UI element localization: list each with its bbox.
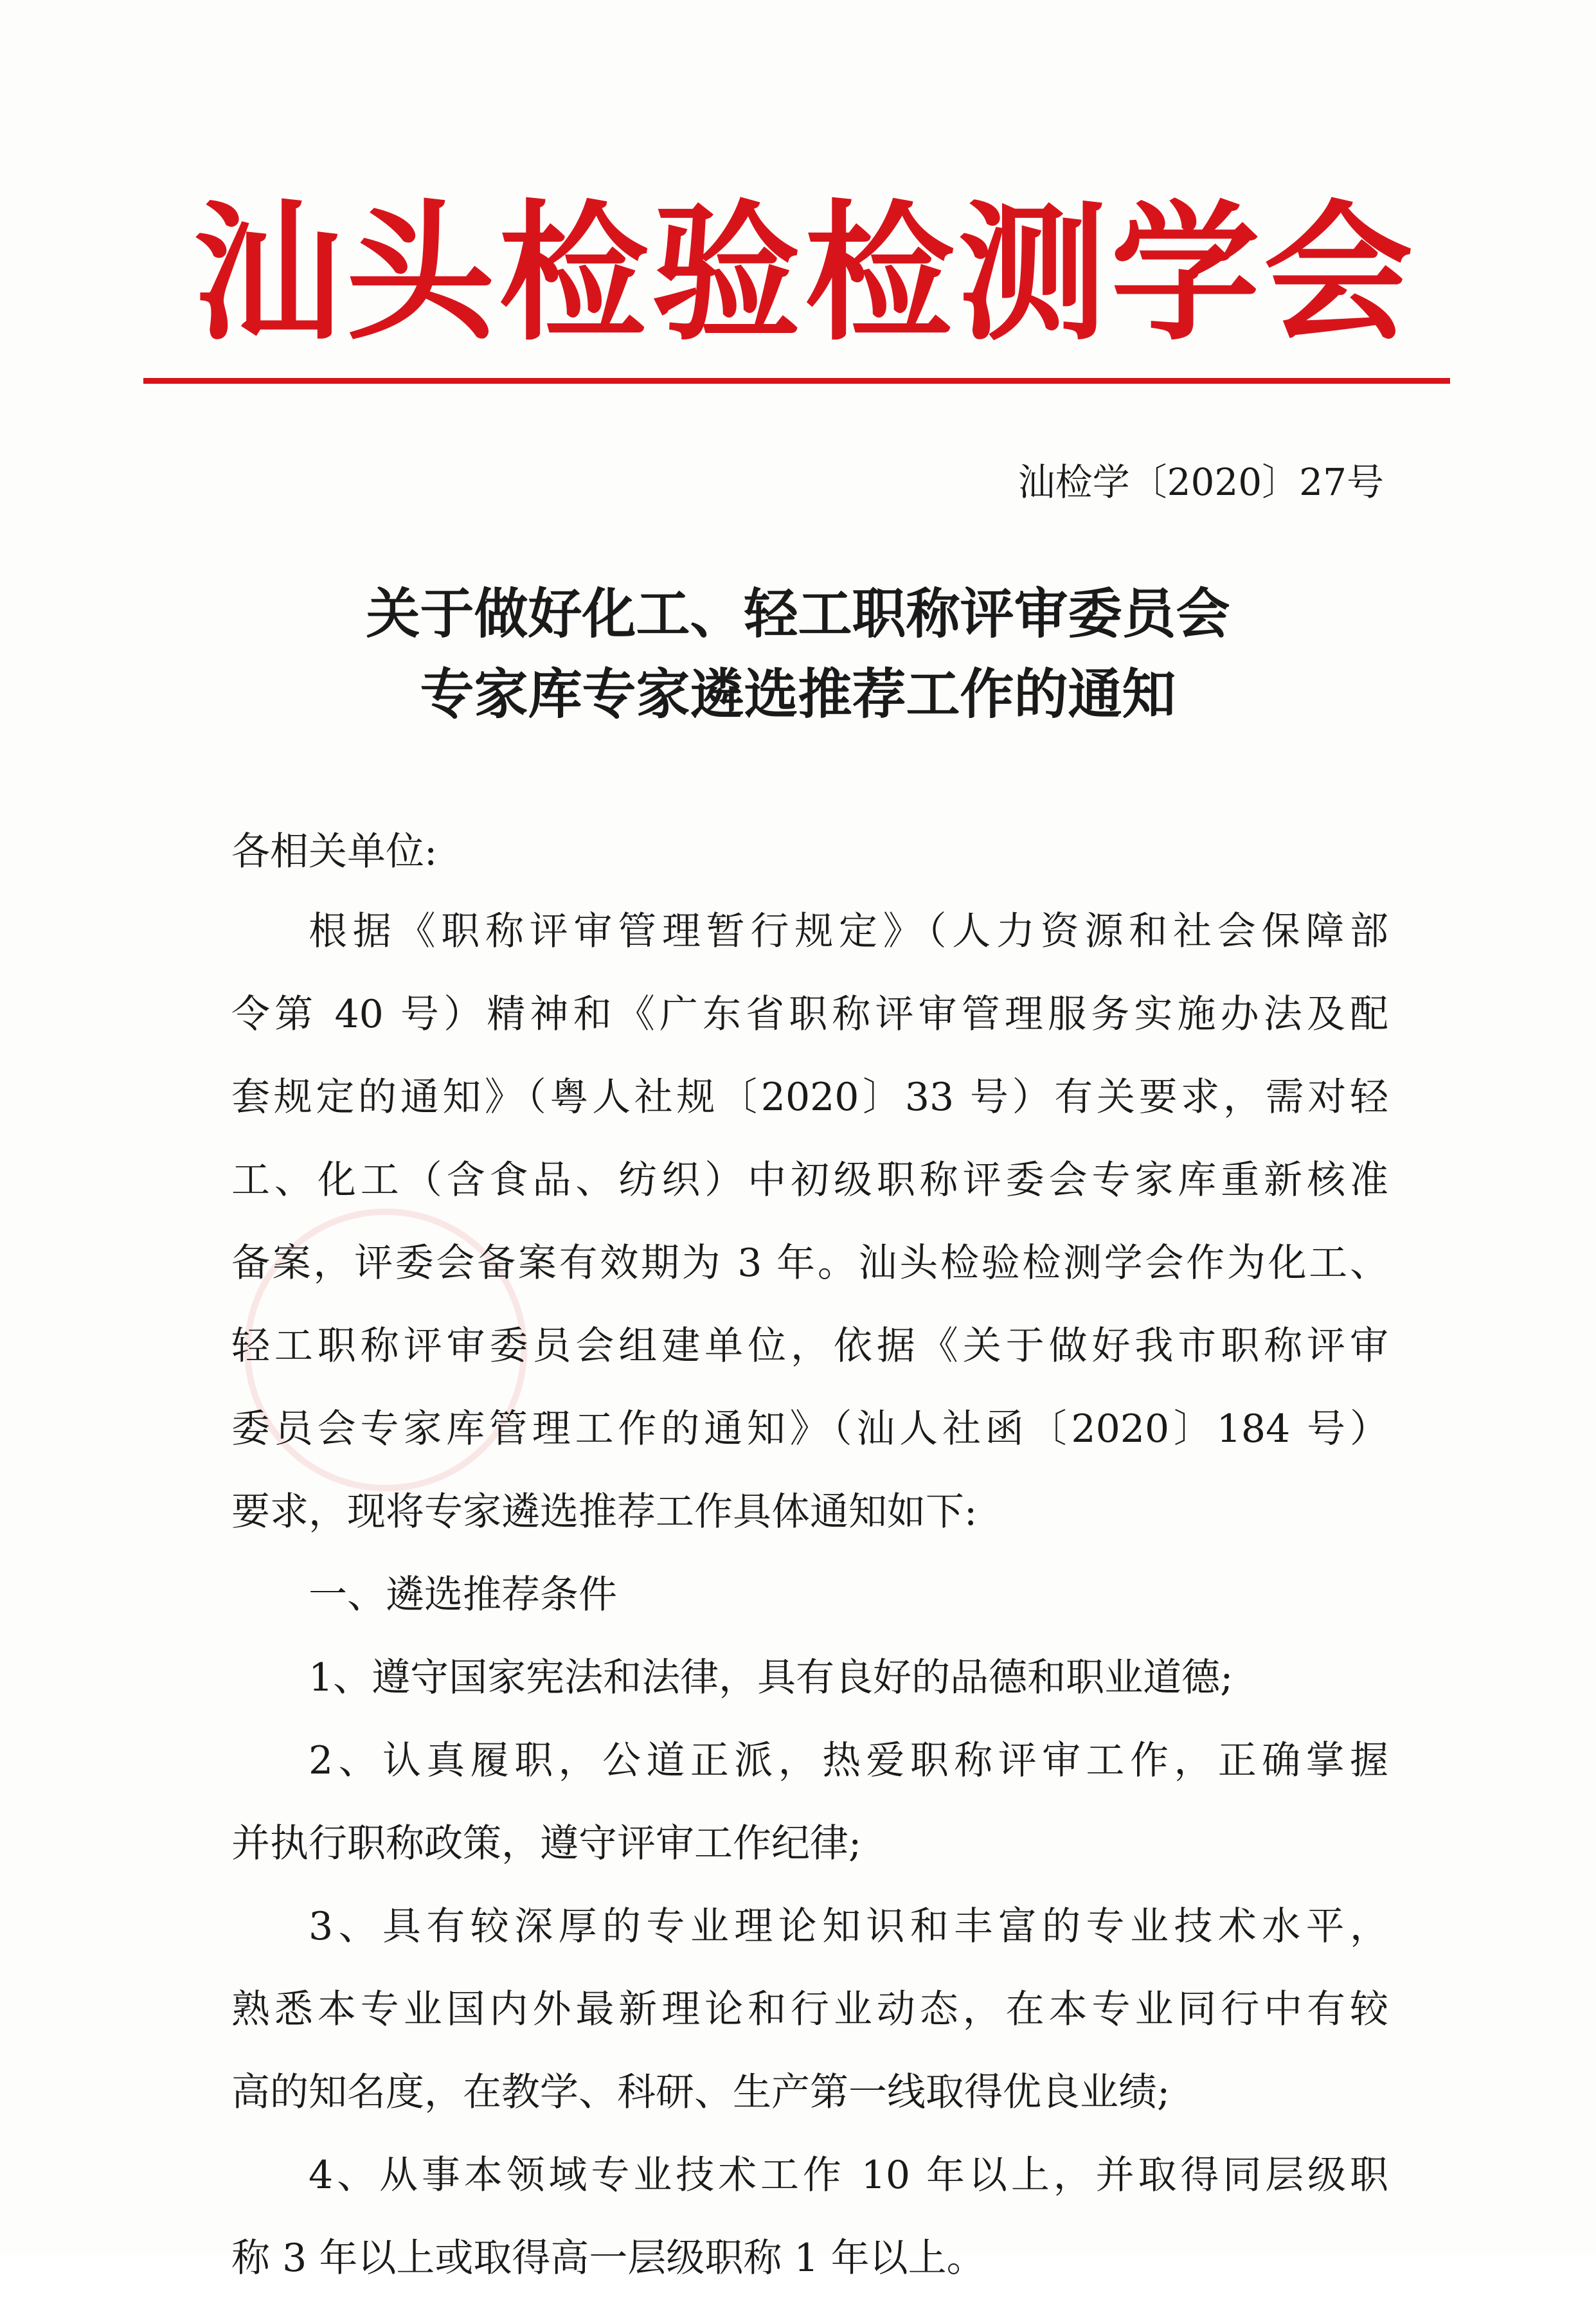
body-line: 令第 40 号）精神和《广东省职称评审管理服务实施办法及配 (231, 992, 1388, 1037)
body-line: 根据《职称评审管理暂行规定》（人力资源和社会保障部 (309, 909, 1388, 954)
letterhead-red-rule (143, 378, 1450, 384)
salutation: 各相关单位: (231, 829, 438, 874)
condition-item: 3、具有较深厚的专业理论知识和丰富的专业技术水平， (309, 1904, 1388, 1949)
condition-item-continued: 熟悉本专业国内外最新理论和行业动态，在本专业同行中有较 (231, 1987, 1388, 2032)
document-title-line-2: 专家库专家遴选推荐工作的通知 (420, 663, 1176, 726)
condition-item-continued: 称 3 年以上或取得高一层级职称 1 年以上。 (231, 2236, 985, 2281)
section-heading: 一、遴选推荐条件 (309, 1572, 617, 1617)
condition-item: 2、认真履职，公道正派，热爱职称评审工作，正确掌握 (309, 1738, 1388, 1783)
letterhead-org-name: 汕头检验检测学会 (193, 185, 1417, 361)
document-title-line-1: 关于做好化工、轻工职称评审委员会 (366, 582, 1230, 645)
body-line: 工、化工（含食品、纺织）中初级职称评委会专家库重新核准 (231, 1158, 1388, 1203)
condition-item: 4、从事本领域专业技术工作 10 年以上，并取得同层级职 (309, 2153, 1388, 2198)
body-line: 轻工职称评审委员会组建单位，依据《关于做好我市职称评审 (231, 1324, 1388, 1369)
condition-item-continued: 高的知名度，在教学、科研、生产第一线取得优良业绩; (231, 2070, 1170, 2115)
condition-item-continued: 并执行职称政策，遵守评审工作纪律; (231, 1821, 862, 1866)
body-line: 要求，现将专家遴选推荐工作具体通知如下: (231, 1489, 978, 1534)
document-body (231, 890, 1388, 2300)
body-line: 备案，评委会备案有效期为 3 年。汕头检验检测学会作为化工、 (231, 1241, 1388, 1286)
document-number: 汕检学〔2020〕27号 (1018, 460, 1384, 504)
condition-item: 1、遵守国家宪法和法律，具有良好的品德和职业道德; (309, 1655, 1233, 1700)
body-line: 套规定的通知》（粤人社规〔2020〕33 号）有关要求，需对轻 (231, 1075, 1388, 1120)
body-line: 委员会专家库管理工作的通知》（汕人社函〔2020〕184 号） (231, 1406, 1388, 1451)
